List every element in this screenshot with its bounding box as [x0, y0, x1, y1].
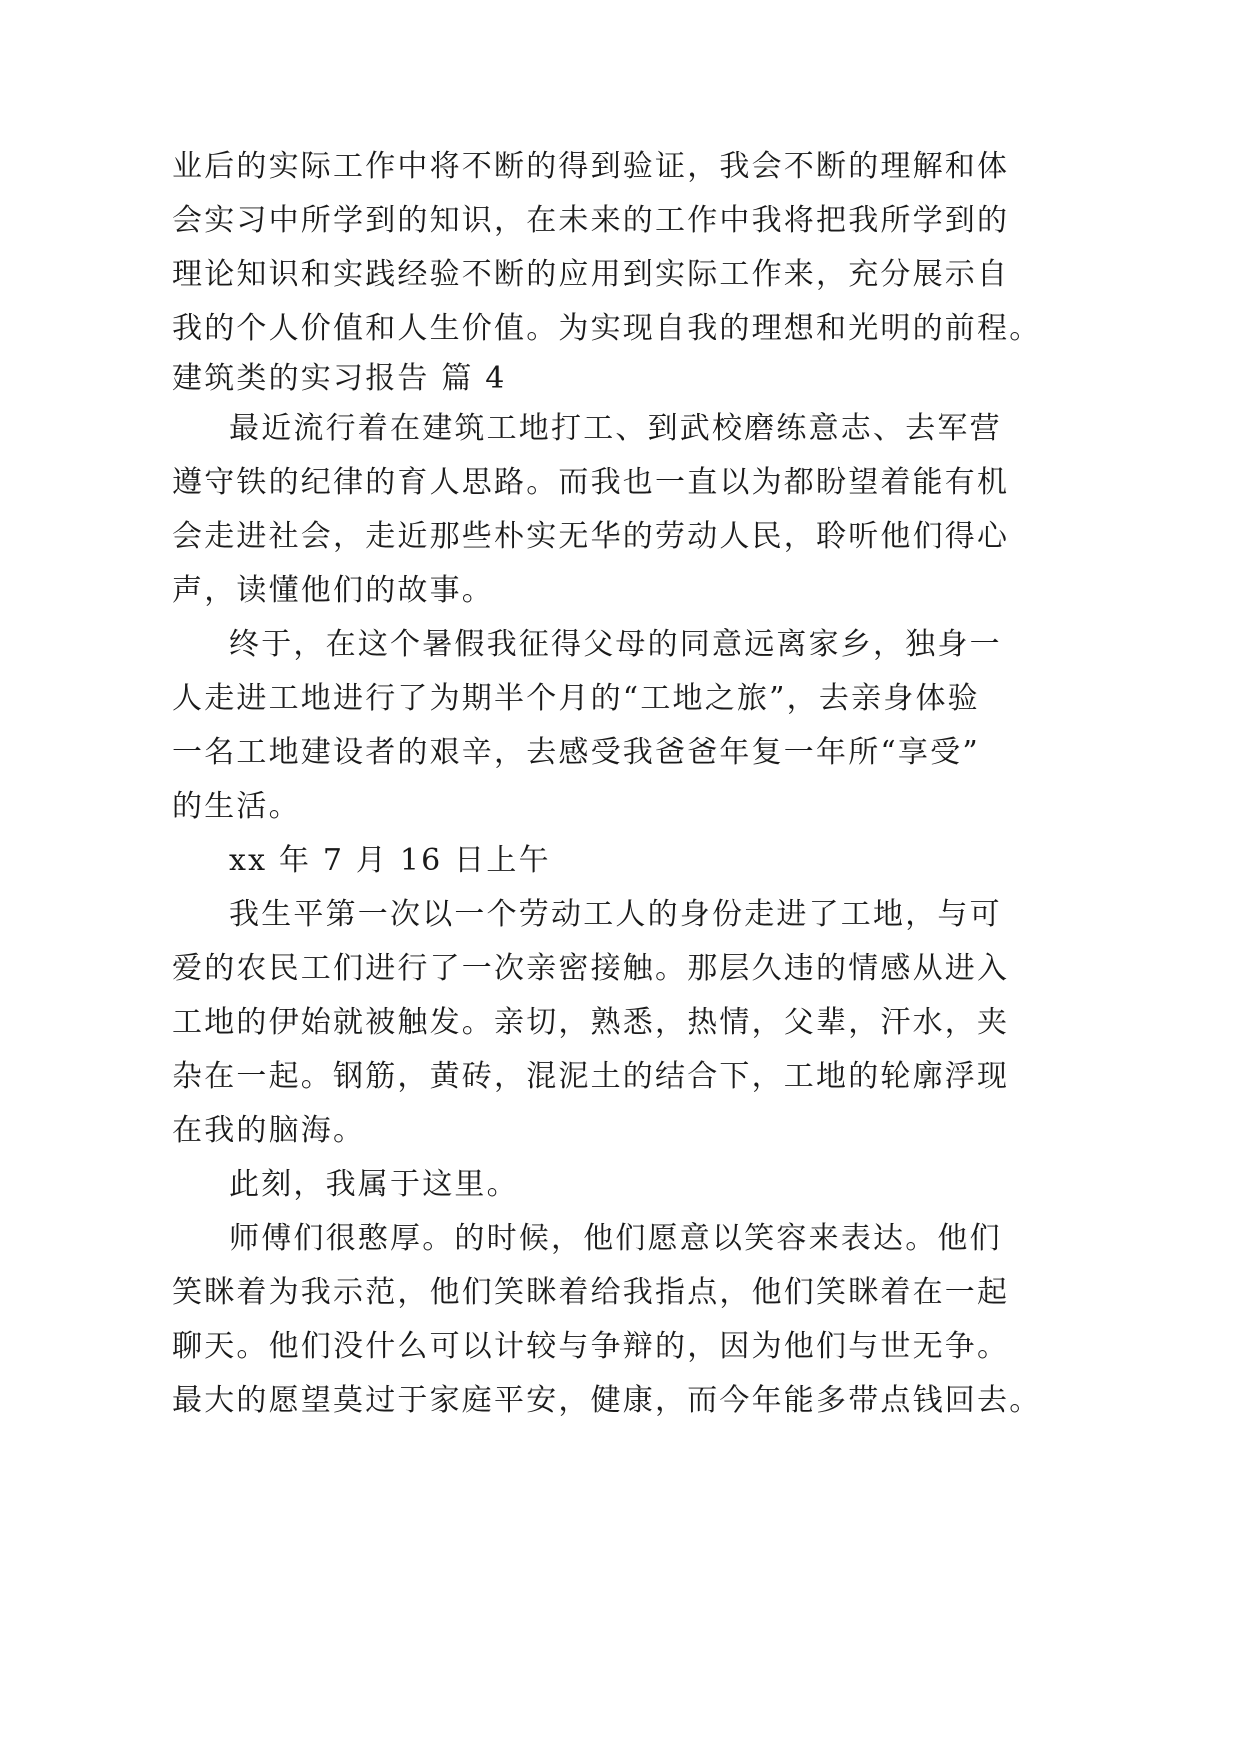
body-text-line: 杂在一起。钢筋，黄砖，混泥土的结合下，工地的轮廓浮现: [172, 1059, 1010, 1094]
date-line: xx 年 7 月 16 日上午: [229, 843, 551, 878]
body-text-line: 爱的农民工们进行了一次亲密接触。那层久违的情感从进入: [172, 951, 1010, 986]
section-heading: 建筑类的实习报告 篇 4: [172, 361, 507, 396]
body-text-line: 在我的脑海。: [172, 1113, 366, 1148]
body-text-line: 一名工地建设者的艰辛，去感受我爸爸年复一年所“享受”: [172, 735, 980, 770]
body-text-line: 声，读懂他们的故事。: [172, 573, 494, 608]
body-text-line: 遵守铁的纪律的育人思路。而我也一直以为都盼望着能有机: [172, 465, 1010, 500]
body-text-line: 我的个人价值和人生价值。为实现自我的理想和光明的前程。: [172, 311, 1042, 346]
body-text-line: 的生活。: [172, 789, 301, 824]
body-text-line: 聊天。他们没什么可以计较与争辩的，因为他们与世无争。: [172, 1329, 1010, 1364]
body-text-line: 业后的实际工作中将不断的得到验证，我会不断的理解和体: [172, 149, 1010, 184]
paragraph-first-line: 此刻，我属于这里。: [229, 1167, 519, 1202]
body-text-line: 会实习中所学到的知识，在未来的工作中我将把我所学到的: [172, 203, 1010, 238]
body-text-line: 工地的伊始就被触发。亲切，熟悉，热情，父辈，汗水，夹: [172, 1005, 1010, 1040]
body-text-line: 最大的愿望莫过于家庭平安，健康，而今年能多带点钱回去。: [172, 1383, 1042, 1418]
paragraph-first-line: 我生平第一次以一个劳动工人的身份走进了工地，与可: [229, 897, 1002, 932]
body-text-line: 人走进工地进行了为期半个月的“工地之旅”，去亲身体验: [172, 681, 980, 716]
body-text-line: 会走进社会，走近那些朴实无华的劳动人民，聆听他们得心: [172, 519, 1010, 554]
paragraph-first-line: 终于，在这个暑假我征得父母的同意远离家乡，独身一: [229, 627, 1002, 662]
body-text-line: 笑眯着为我示范，他们笑眯着给我指点，他们笑眯着在一起: [172, 1275, 1010, 1310]
paragraph-first-line: 最近流行着在建筑工地打工、到武校磨练意志、去军营: [229, 411, 1002, 446]
paragraph-first-line: 师傅们很憨厚。的时候，他们愿意以笑容来表达。他们: [229, 1221, 1002, 1256]
body-text-line: 理论知识和实践经验不断的应用到实际工作来，充分展示自: [172, 257, 1010, 292]
